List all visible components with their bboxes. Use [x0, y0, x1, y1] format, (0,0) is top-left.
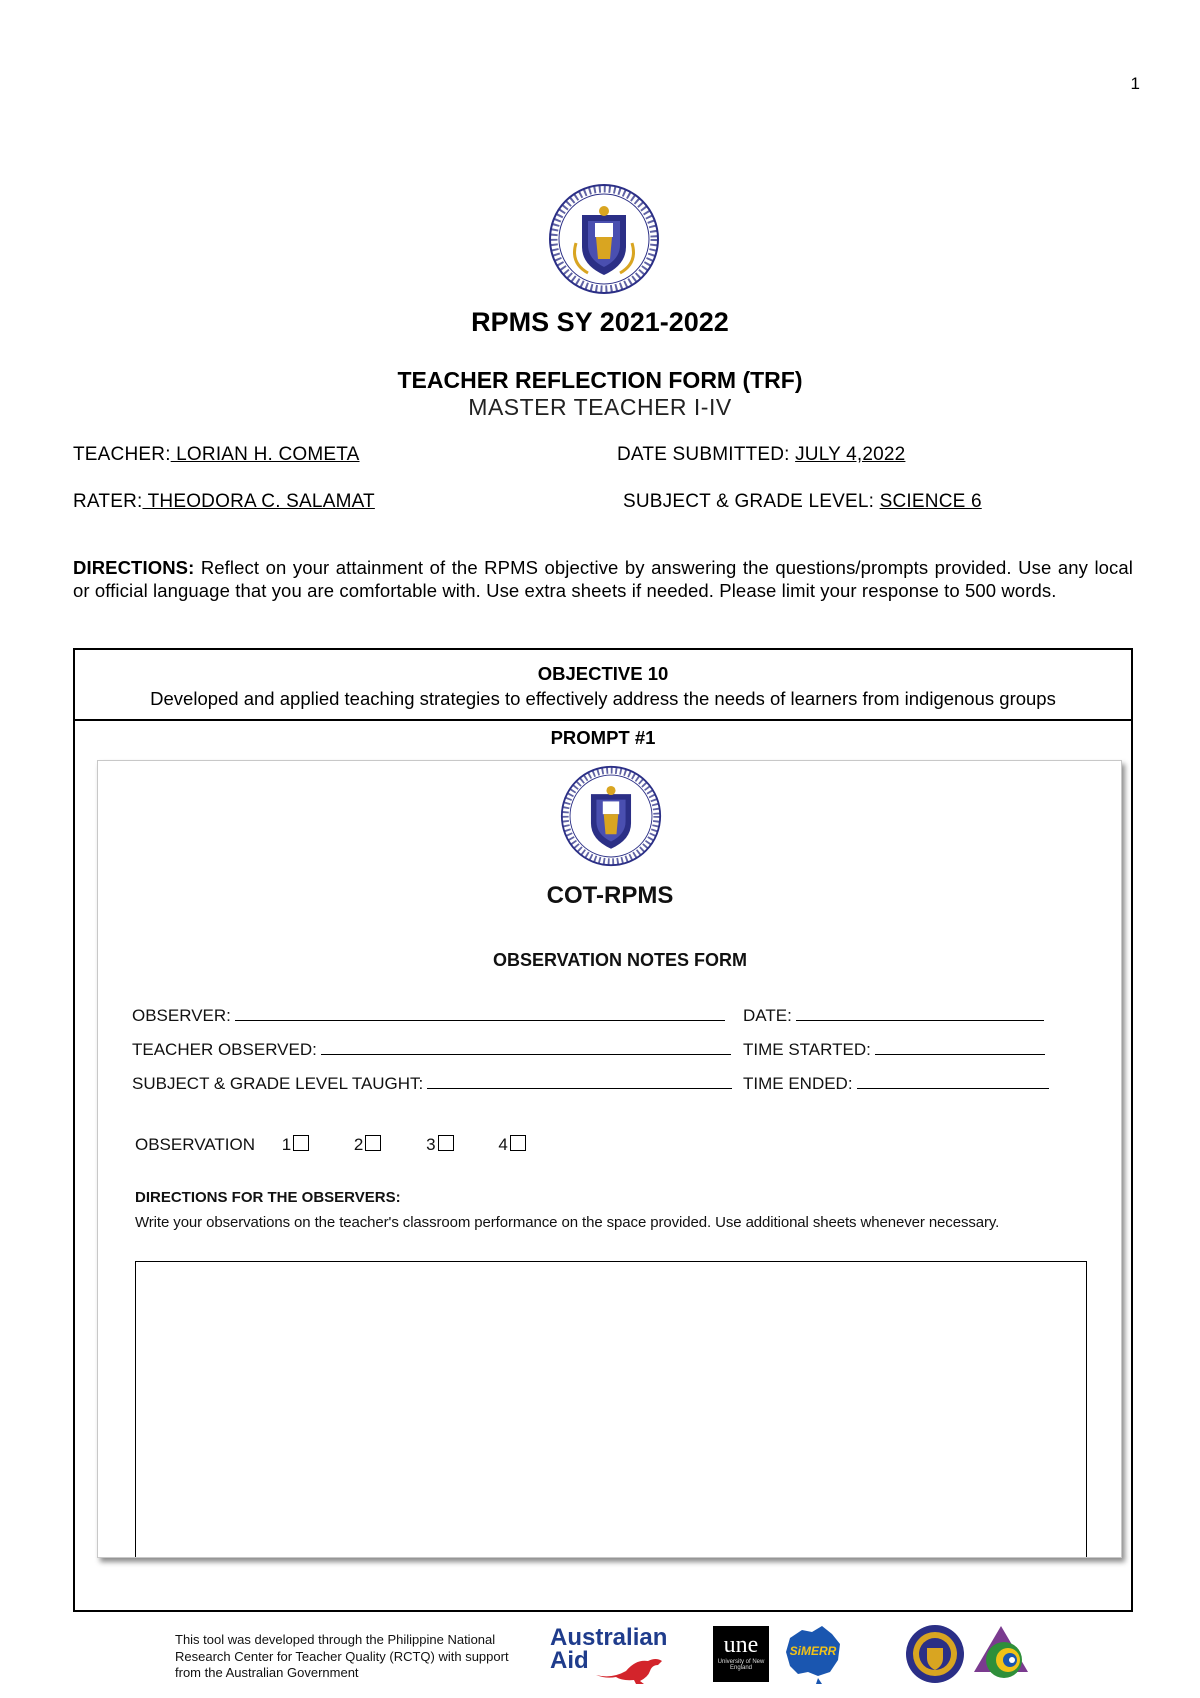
time-ended-label: TIME ENDED: — [743, 1074, 853, 1093]
subject-grade-value: SCIENCE 6 — [879, 491, 982, 512]
directions-text: Reflect on your attainment of the RPMS objective by answering the questions/prompts provided. Use any local or official language that you are comfortable with. Use extra sheets if needed. Please limit your response to 500 words. — [73, 557, 1133, 601]
une-subtext: University of New England — [717, 1659, 765, 1671]
cot-date-line — [796, 1006, 1044, 1021]
date-submitted-field — [617, 444, 905, 466]
rctq-seal-icon — [905, 1624, 965, 1684]
time-ended-line — [857, 1074, 1049, 1089]
time-started-line — [875, 1040, 1045, 1055]
subject-taught-line — [427, 1074, 732, 1089]
observation-label: OBSERVATION — [135, 1135, 255, 1154]
subject-grade-field — [623, 491, 982, 513]
philippine-normal-university-logo — [970, 1622, 1032, 1684]
teacher-field — [73, 444, 360, 466]
subject-grade-label: SUBJECT & GRADE LEVEL: — [623, 491, 875, 512]
observation-option-1[interactable]: 1 — [282, 1135, 309, 1155]
simerr-text: SiMERR — [789, 1644, 837, 1658]
objective-description: Developed and applied teaching strategies to effectively address the needs of learners from indigenous groups — [150, 688, 1056, 709]
observer-directions-label: DIRECTIONS FOR THE OBSERVERS: — [135, 1189, 401, 1206]
directions-label: DIRECTIONS: — [73, 557, 195, 578]
teacher-observed-label: TEACHER OBSERVED: — [132, 1040, 317, 1059]
observer-line — [235, 1006, 725, 1021]
rater-value: THEODORA C. SALAMAT — [142, 491, 375, 512]
cot-rpms-title: COT-RPMS — [546, 882, 674, 909]
cot-date-label: DATE: — [743, 1006, 792, 1025]
observer-field — [132, 1006, 725, 1026]
deped-seal-icon — [560, 765, 662, 867]
australian-aid-line1: Australian — [550, 1624, 668, 1651]
page-number: 1 — [1130, 74, 1140, 93]
observation-row — [135, 1135, 526, 1155]
form-title: TEACHER REFLECTION FORM (TRF) — [397, 367, 803, 393]
observation-notes-title: OBSERVATION NOTES FORM — [492, 950, 747, 970]
observation-option-2[interactable]: 2 — [354, 1135, 381, 1155]
rater-field — [73, 491, 375, 513]
form-subtitle: MASTER TEACHER I-IV — [468, 394, 732, 420]
date-submitted-label: DATE SUBMITTED: — [617, 444, 790, 465]
date-submitted-value: JULY 4,2022 — [795, 444, 906, 465]
footer-credit: This tool was developed through the Philippine National Research Center for Teacher Quality (RCTQ) with support from the Australian Government — [175, 1632, 509, 1680]
time-ended-field — [743, 1074, 1049, 1094]
objective-header — [75, 650, 1131, 721]
simerr-logo — [782, 1622, 845, 1686]
teacher-value: LORIAN H. COMETA — [170, 444, 360, 465]
subject-taught-label: SUBJECT & GRADE LEVEL TAUGHT: — [132, 1074, 424, 1093]
checkbox-icon — [293, 1135, 309, 1151]
une-text: une — [723, 1632, 759, 1658]
directions-paragraph — [73, 556, 1133, 602]
time-started-label: TIME STARTED: — [743, 1040, 871, 1059]
teacher-label: TEACHER: — [73, 444, 171, 465]
cot-date-field — [743, 1006, 1044, 1026]
une-logo — [713, 1626, 769, 1682]
australian-aid-line2: Aid — [550, 1647, 589, 1674]
teacher-observed-field — [132, 1040, 731, 1060]
observation-option-3[interactable]: 3 — [426, 1135, 453, 1155]
checkbox-icon — [365, 1135, 381, 1151]
page-title: RPMS SY 2021-2022 — [471, 307, 729, 337]
objective-title: OBJECTIVE 10 — [537, 663, 669, 684]
subject-taught-field — [132, 1074, 732, 1094]
kangaroo-icon — [592, 1653, 670, 1685]
observation-option-4[interactable]: 4 — [498, 1135, 525, 1155]
observer-label: OBSERVER: — [132, 1006, 231, 1025]
teacher-observed-line — [321, 1040, 731, 1055]
deped-seal-icon — [548, 183, 660, 295]
time-started-field — [743, 1040, 1045, 1060]
observer-directions-text: Write your observations on the teacher's classroom performance on the space provided. Use additional sheets whenever necessary. — [135, 1214, 1000, 1231]
australian-aid-logo — [550, 1624, 675, 1685]
checkbox-icon — [510, 1135, 526, 1151]
prompt-label: PROMPT #1 — [550, 727, 656, 748]
rater-label: RATER: — [73, 491, 143, 512]
checkbox-icon — [438, 1135, 454, 1151]
observation-notes-area[interactable] — [135, 1261, 1087, 1557]
